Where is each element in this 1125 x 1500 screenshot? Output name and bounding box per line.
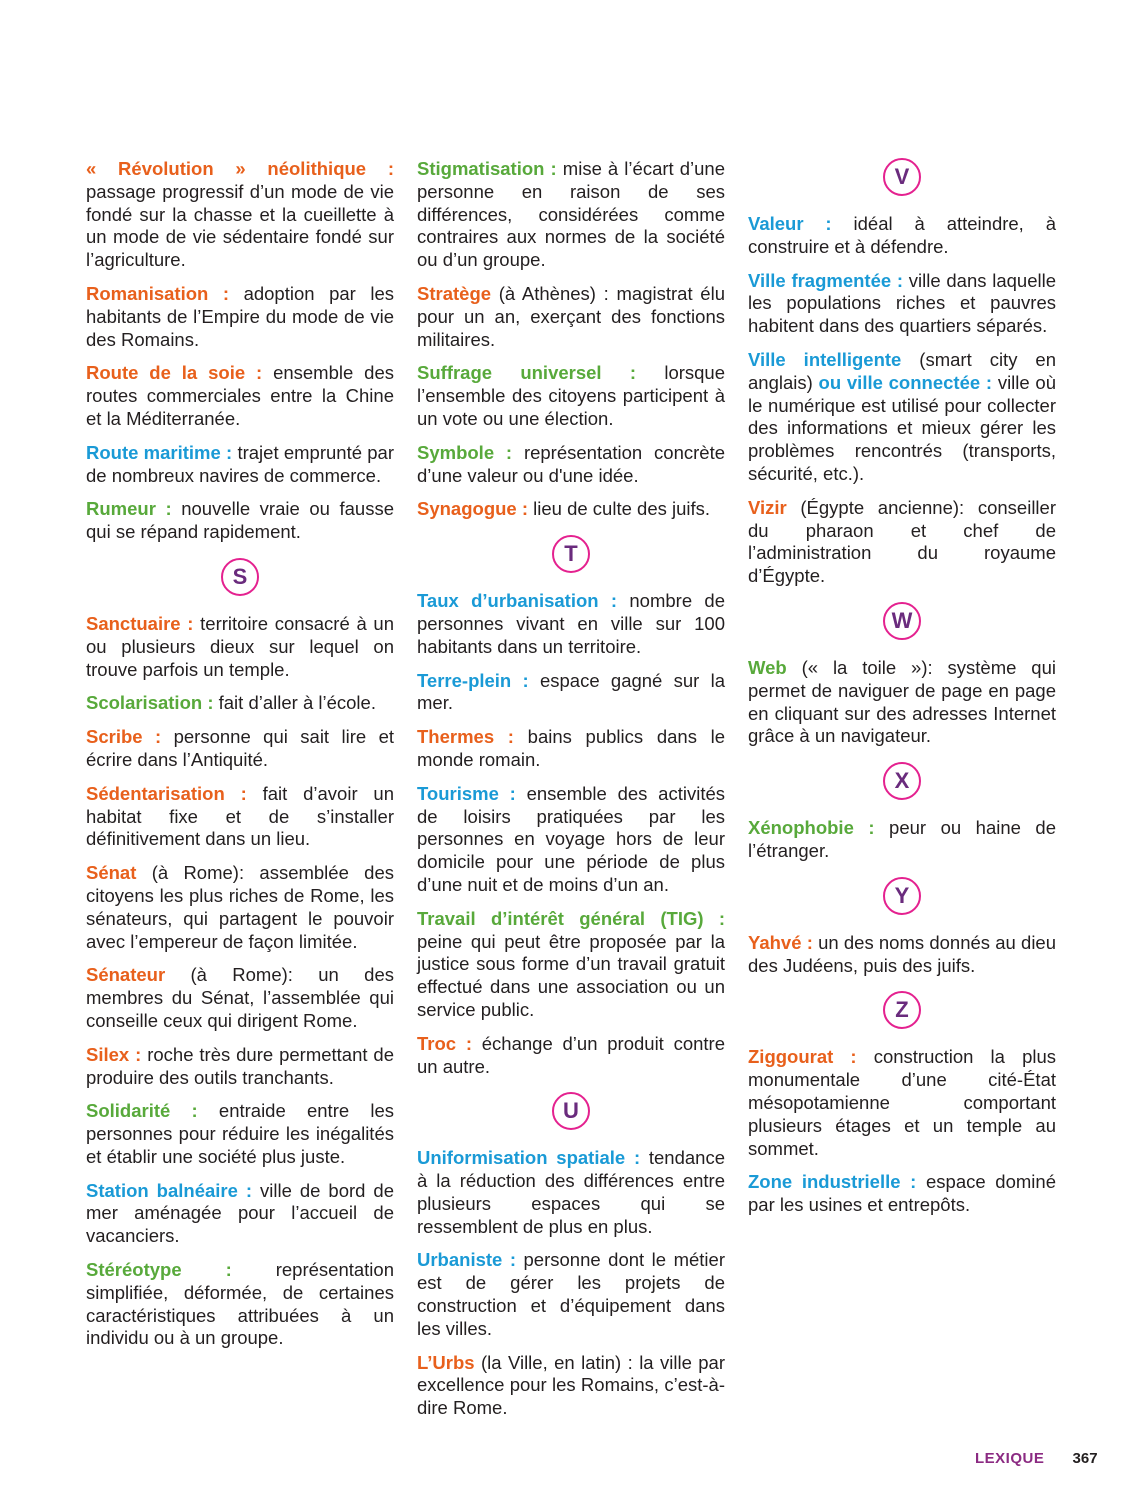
lexicon-entry-troc [417, 1033, 725, 1079]
lexicon-entry-taux-d-urbanisation [417, 590, 725, 658]
lexicon-entry-zone-industrielle [748, 1171, 1056, 1217]
lexicon-entry-romanisation [86, 283, 394, 351]
entry-term: Terre-plein : [417, 669, 529, 691]
letter-badge: W [883, 602, 921, 640]
entry-definition: bains publics dans le monde romain. [417, 726, 726, 770]
entry-term: « Révolution » néolithique : [86, 158, 394, 179]
letter-heading-y [748, 877, 1056, 915]
entry-term: Taux d’urbanisation : [417, 590, 618, 612]
letter-badge: V [883, 158, 921, 196]
lexicon-entry-ziggourat [748, 1046, 1056, 1160]
letter-badge: Y [883, 877, 921, 915]
entry-definition: ville dans laquelle les populations riches et pauvres habitent dans des quartiers séparés. [748, 269, 1057, 337]
entry-term: Scolarisation : [86, 692, 214, 714]
entry-term: Xénophobie : [748, 817, 875, 839]
lexicon-entry-terre-plein [417, 670, 725, 716]
lexicon-entry-senateur [86, 964, 394, 1032]
lexicon-entry-solidarite [86, 1100, 394, 1168]
letter-heading-t [417, 535, 725, 573]
letter-badge: T [552, 535, 590, 573]
entry-definition: fait d’aller à l’école. [218, 692, 376, 714]
lexicon-entry-silex [86, 1044, 394, 1090]
lexicon-entry-stratege [417, 283, 725, 351]
lexicon-entry-stereotype [86, 1259, 394, 1350]
entry-term: Thermes : [417, 726, 514, 748]
lexicon-entry-senat [86, 862, 394, 953]
lexicon-entry-sanctuaire [86, 613, 394, 681]
entry-term: Travail d’intérêt général (TIG) : [417, 907, 725, 929]
entry-definition: nouvelle vraie ou fausse qui se répand rapidement. [86, 498, 394, 543]
lexicon-entry-scolarisation [86, 692, 394, 715]
entry-term: Symbole : [417, 441, 513, 463]
entry-term: Tourisme : [417, 782, 516, 804]
lexicon-entry-yahve [748, 932, 1056, 978]
letter-heading-u [417, 1092, 725, 1130]
lexicon-entry-stigmatisation [417, 158, 725, 272]
entry-term: Station balnéaire : [86, 1179, 253, 1201]
lexicon-entry-urbaniste [417, 1249, 725, 1340]
entry-term: Uniformisation spatiale : [417, 1147, 641, 1169]
lexicon-entry-l-urbs [417, 1352, 725, 1420]
entry-definition: conseiller du pharaon et chef de l’administration du royaume d’Égypte. [748, 496, 1056, 587]
entry-definition: roche très dure permettant de produire des outils tranchants. [86, 1043, 395, 1088]
lexicon-entry-route-maritime [86, 442, 394, 488]
entry-term: Zone industrielle : [748, 1171, 917, 1193]
letter-heading-v [748, 158, 1056, 196]
entry-definition: représentation concrète d’une valeur ou d'une idée. [417, 441, 725, 486]
entry-definition: fait d’avoir un habitat fixe et de s’installer définitivement dans un lieu. [86, 782, 395, 850]
entry-definition: système qui permet de naviguer de page en page en cliquant sur des adresses Internet grâce à un navigateur. [748, 656, 1057, 747]
letter-badge: U [552, 1092, 590, 1130]
lexicon-column-1 [86, 158, 394, 1361]
entry-term: Scribe : [86, 726, 162, 748]
lexicon-column-2 [417, 158, 725, 1431]
entry-qualifier: (à Rome): [136, 862, 245, 884]
entry-definition: trajet emprunté par de nombreux navires de commerce. [86, 441, 395, 486]
entry-qualifier: (la Ville, en latin) : [474, 1351, 633, 1373]
entry-definition: magistrat élu pour un an, exerçant des fonctions militaires. [417, 282, 725, 350]
entry-definition: un des noms donnés au dieu des Judéens, puis des juifs. [748, 931, 1057, 976]
letter-heading-z [748, 991, 1056, 1029]
entry-definition: lorsque l’ensemble des citoyens participent à un vote ou une élection. [417, 362, 726, 429]
entry-term: Valeur : [748, 213, 832, 234]
entry-definition: représentation simplifiée, déformée, de certaines caractéristiques attribuées à un individu ou à un groupe. [86, 1259, 394, 1349]
entry-term: Sédentarisation : [86, 782, 247, 804]
entry-term: Solidarité : [86, 1100, 198, 1122]
entry-term: Yahvé : [748, 931, 813, 953]
entry-term: Synagogue : [417, 498, 529, 520]
letter-heading-s [86, 558, 394, 596]
entry-definition: espace dominé par les usines et entrepôts. [748, 1171, 1056, 1216]
letter-heading-x [748, 762, 1056, 800]
entry-definition: ensemble des activités de loisirs pratiquées par les personnes en voyage hors de leur domicile pour une période de plus d’une nuit et de moins d’un an. [417, 782, 725, 895]
entry-qualifier: (à Rome): [165, 964, 293, 986]
entry-term: Sénateur [86, 964, 166, 986]
lexicon-entry-tourisme [417, 783, 725, 897]
entry-definition: la ville par excellence pour les Romains, c’est-à-dire Rome. [417, 1351, 726, 1419]
lexicon-entry-ville-intelligente [748, 349, 1056, 486]
entry-definition: espace gagné sur la mer. [417, 669, 725, 714]
entry-term: Stéréotype : [86, 1259, 232, 1281]
entry-term: Urbaniste : [417, 1249, 516, 1271]
lexicon-entry-synagogue [417, 498, 725, 521]
entry-term: Route maritime : [86, 441, 233, 463]
entry-definition: tendance à la réduction des différences entre plusieurs espaces qui se ressemblent de plus en plus. [417, 1147, 725, 1237]
entry-definition: mise à l’écart d’une personne en raison de ses différences, considérées comme contraires aux normes de la société ou d’un groupe. [417, 158, 726, 271]
lexicon-entry-route-de-la-soie [86, 362, 394, 430]
lexicon-entry-xenophobie [748, 817, 1056, 863]
entry-definition: ville de bord de mer aménagée pour l’accueil de vacanciers. [86, 1179, 395, 1247]
entry-definition: un des membres du Sénat, l’assemblée qui conseille ceux qui dirigent Rome. [86, 964, 394, 1031]
entry-definition: peine qui peut être proposée par la justice sous forme d’un travail gratuit effectué dans une association ou un service public. [417, 930, 725, 1020]
lexicon-entry-uniformisation-spatiale [417, 1147, 725, 1238]
lexicon-column-3 [748, 158, 1056, 1228]
entry-qualifier: (Égypte ancienne): [786, 496, 965, 518]
entry-definition: assemblée des citoyens les plus riches de Rome, les sénateurs, qui partagent le pouvoir avec l’empereur de façon limitée. [86, 862, 394, 952]
lexicon-entry-ville-fragmentee [748, 270, 1056, 338]
entry-term: Sanctuaire : [86, 612, 194, 634]
lexicon-entry-valeur [748, 213, 1056, 259]
entry-term: Web [748, 656, 787, 678]
entry-definition: ensemble des routes commerciales entre la Chine et la Méditerranée. [86, 362, 394, 429]
letter-heading-w [748, 602, 1056, 640]
entry-definition: passage progressif d’un mode de vie fondé sur la chasse et la cueillette à un mode de vie sédentaire fondé sur l’agriculture. [86, 180, 394, 271]
entry-definition: échange d’un produit contre un autre. [417, 1032, 725, 1077]
lexicon-entry-revolution-neolithique [86, 158, 394, 272]
entry-term: Silex : [86, 1043, 142, 1065]
section-label: LEXIQUE [975, 1450, 1045, 1467]
entry-definition: personne qui sait lire et écrire dans l’Antiquité. [86, 726, 395, 770]
entry-qualifier: (« la toile »): [786, 656, 933, 678]
entry-term: Ville fragmentée : [748, 269, 904, 291]
entry-definition: idéal à atteindre, à construire et à défendre. [748, 213, 1057, 257]
lexicon-entry-station-balneaire [86, 1180, 394, 1248]
entry-term: Romanisation : [86, 282, 230, 304]
entry-definition: territoire consacré à un ou plusieurs dieux sur lequel on trouve parfois un temple. [86, 612, 395, 680]
entry-term: Troc : [417, 1032, 472, 1054]
entry-definition: adoption par les habitants de l’Empire du mode de vie des Romains. [86, 282, 395, 350]
lexicon-entry-travail-d-interet-general-tig [417, 908, 725, 1022]
entry-definition: lieu de culte des juifs. [533, 498, 711, 520]
entry-term: Stratège [417, 282, 492, 304]
entry-term: Ville intelligente [748, 348, 902, 370]
entry-definition: entraide entre les personnes pour réduire les inégalités et établir une société plus juste. [86, 1100, 395, 1167]
letter-badge: X [883, 762, 921, 800]
entry-definition: personne dont le métier est de gérer les projets de construction et d’équipement dans les villes. [417, 1249, 725, 1339]
lexicon-entry-suffrage-universel [417, 362, 725, 430]
entry-term: Rumeur : [86, 498, 172, 520]
entry-qualifier: (smart city en anglais) [748, 348, 1056, 393]
page-number: 367 [1072, 1450, 1098, 1467]
entry-term: Sénat [86, 862, 137, 884]
lexicon-entry-sedentarisation [86, 783, 394, 851]
entry-term-alt: ou ville connectée : [812, 371, 993, 393]
entry-qualifier: (à Athènes) : [491, 282, 609, 304]
entry-definition: peur ou haine de l’étranger. [748, 817, 1057, 861]
entry-definition: ville où le numérique est utilisé pour collecter des informations et mieux gérer les problèmes rencontrés (transports, sécurité, etc.). [748, 371, 1057, 484]
page-footer [975, 1450, 1098, 1467]
lexicon-entry-scribe [86, 726, 394, 772]
entry-definition: construction la plus monumentale d’une cité-État mésopotamienne comportant plusieurs étages et un temple au sommet. [748, 1046, 1057, 1159]
entry-term: Route de la soie : [86, 362, 263, 384]
lexicon-entry-rumeur [86, 498, 394, 544]
entry-term: L’Urbs [417, 1351, 475, 1373]
entry-term: Vizir [748, 496, 787, 518]
lexicon-entry-vizir [748, 497, 1056, 588]
letter-badge: S [221, 558, 259, 596]
entry-term: Stigmatisation : [417, 158, 557, 179]
entry-term: Suffrage universel : [417, 362, 637, 384]
entry-term: Ziggourat : [748, 1046, 857, 1068]
entry-definition: nombre de personnes vivant en ville sur 100 habitants dans un territoire. [417, 590, 726, 657]
letter-badge: Z [883, 991, 921, 1029]
lexicon-entry-symbole [417, 442, 725, 488]
lexicon-entry-web [748, 657, 1056, 748]
lexicon-entry-thermes [417, 726, 725, 772]
